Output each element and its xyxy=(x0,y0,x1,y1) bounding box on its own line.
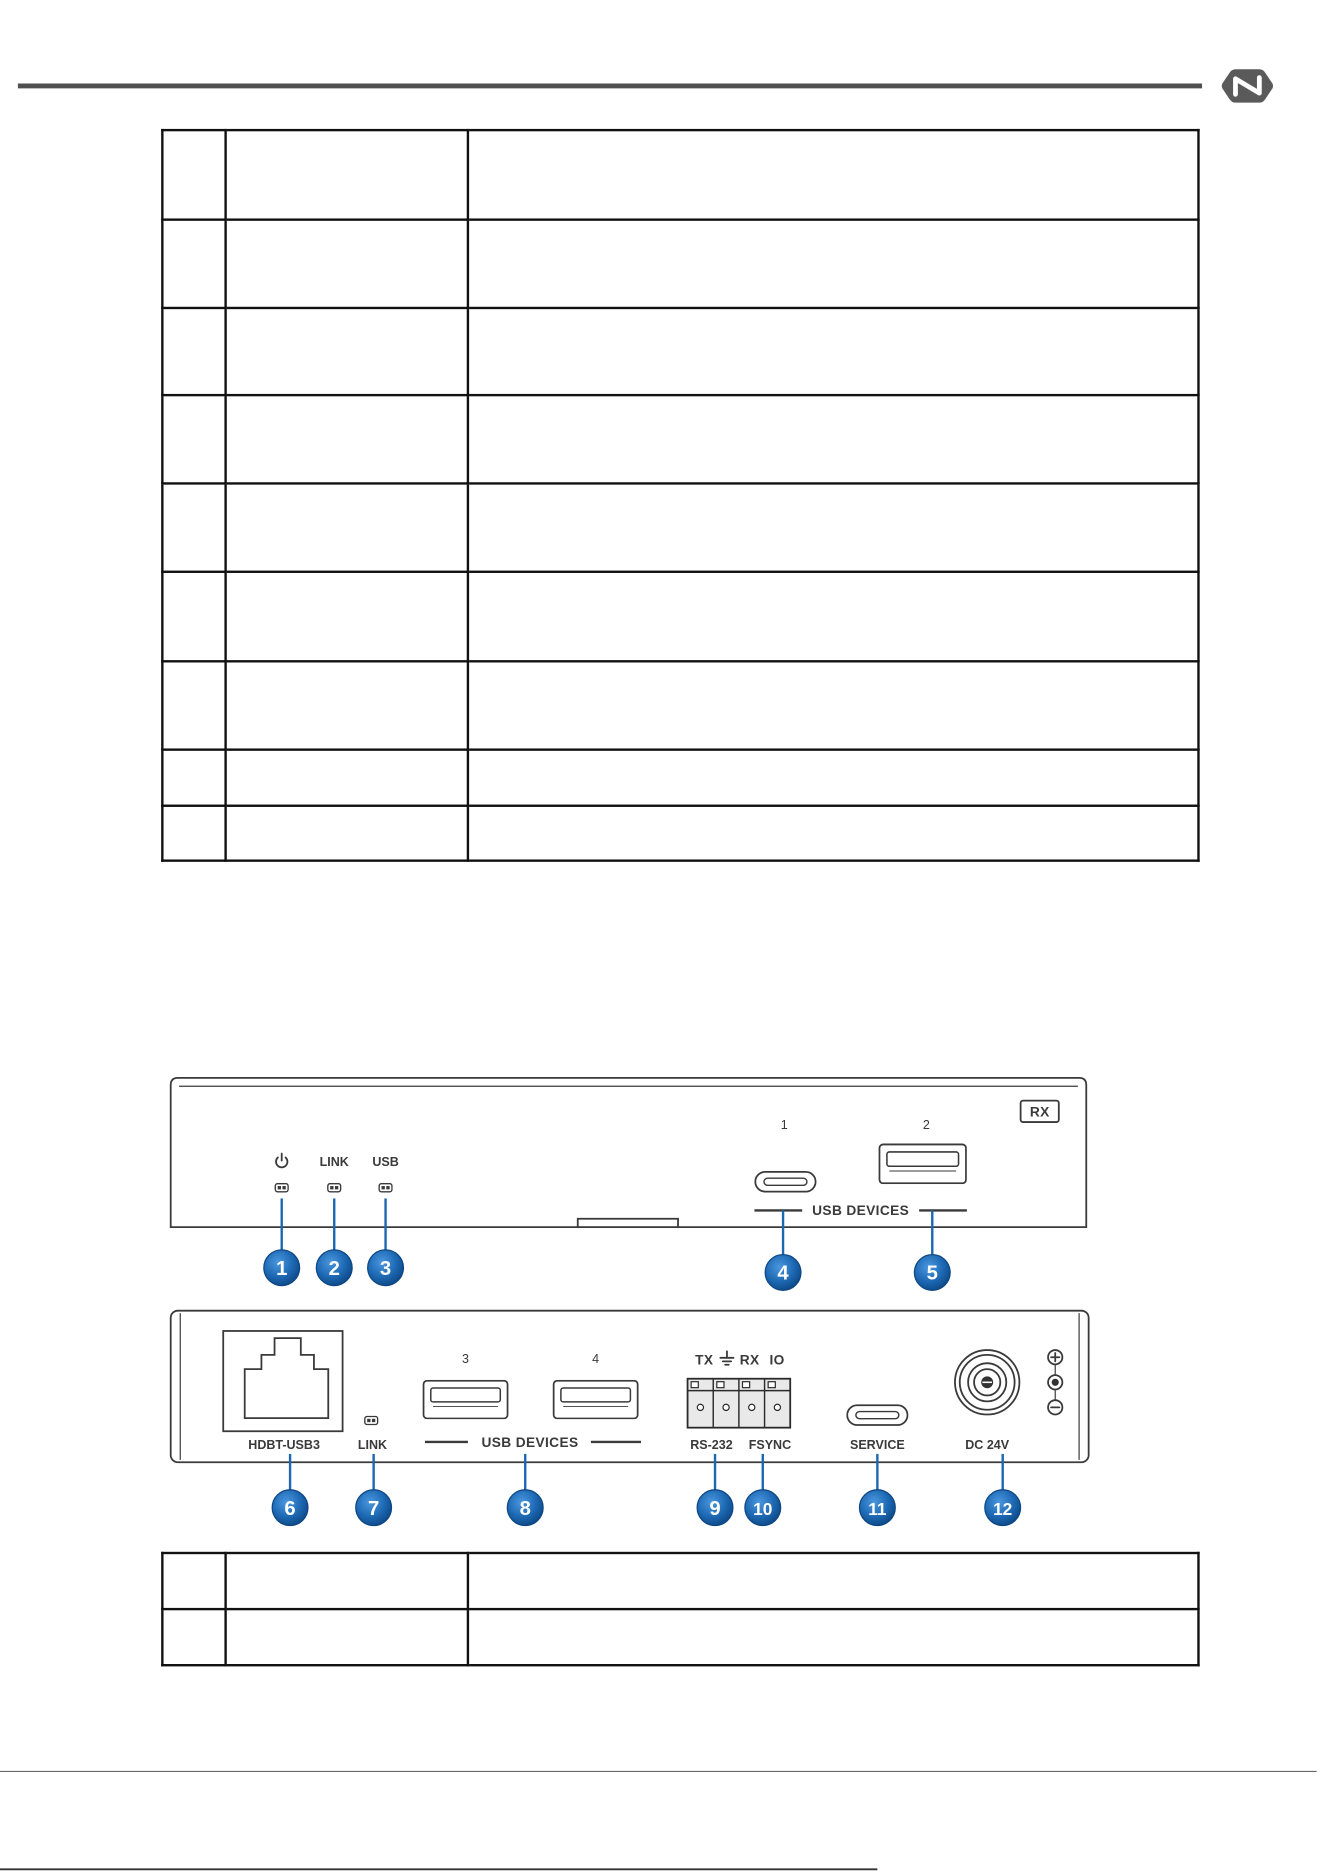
table-cell xyxy=(468,483,1199,571)
callout-number: 4 xyxy=(777,1262,789,1285)
usb-c-port-icon xyxy=(755,1172,815,1192)
service-port-label: SERVICE xyxy=(849,1438,905,1453)
table-cell xyxy=(226,1553,468,1609)
usb-led-label: USB xyxy=(372,1155,399,1170)
rs232-label: RS-232 xyxy=(690,1438,733,1453)
callout-11 xyxy=(859,1454,895,1526)
table-row xyxy=(162,1609,1198,1665)
table-cell xyxy=(162,395,225,483)
link-led-label: LINK xyxy=(319,1155,349,1170)
table-cell xyxy=(162,1609,225,1665)
table-cell xyxy=(162,483,225,571)
table-row xyxy=(162,308,1198,395)
callout-number: 9 xyxy=(709,1497,721,1520)
front-panel xyxy=(171,1078,1087,1227)
io-pin-label: IO xyxy=(769,1352,785,1368)
brand-logo-icon xyxy=(1222,69,1273,102)
callout-number: 3 xyxy=(379,1257,392,1280)
usb-port-4-label: 4 xyxy=(592,1352,600,1367)
callout-number: 12 xyxy=(993,1498,1013,1519)
link-led-icon xyxy=(328,1184,341,1192)
table-cell xyxy=(226,308,468,395)
table-cell xyxy=(226,572,468,662)
table-cell xyxy=(226,661,468,749)
table-cell xyxy=(226,395,468,483)
callout-number: 10 xyxy=(753,1498,773,1519)
table-cell xyxy=(226,220,468,308)
callout-number: 11 xyxy=(868,1498,887,1519)
table-cell xyxy=(226,130,468,220)
callout-number: 1 xyxy=(276,1257,288,1280)
table-cell xyxy=(162,130,225,220)
callout-12 xyxy=(985,1454,1021,1526)
usb-port-1-label: 1 xyxy=(780,1118,788,1133)
usb-devices-label: USB DEVICES xyxy=(812,1203,910,1219)
usb-led-icon xyxy=(379,1184,392,1192)
callout-number: 6 xyxy=(284,1497,296,1520)
hdbt-port-label: HDBT-USB3 xyxy=(248,1438,320,1453)
table-cell xyxy=(226,806,468,861)
usb-a-port-icon xyxy=(554,1381,638,1419)
table-cell xyxy=(162,661,225,749)
table-cell xyxy=(468,395,1199,483)
center-pin-icon xyxy=(1048,1375,1062,1389)
callout-number: 2 xyxy=(328,1257,340,1280)
page-header xyxy=(18,69,1273,102)
callout-number: 7 xyxy=(367,1497,380,1520)
usb-a-port-icon xyxy=(424,1381,508,1419)
table-row xyxy=(162,130,1198,220)
table-row xyxy=(162,572,1198,662)
unit-badge: RX xyxy=(1029,1104,1050,1120)
rx-pin-label: RX xyxy=(739,1352,760,1368)
front-panel-slot xyxy=(578,1219,678,1227)
table-row xyxy=(162,750,1198,806)
plus-circle-icon xyxy=(1048,1350,1062,1364)
rear-panel xyxy=(171,1311,1089,1463)
callout-8 xyxy=(507,1454,543,1526)
fsync-label: FSYNC xyxy=(748,1438,792,1453)
table-cell xyxy=(468,1609,1199,1665)
table-cell xyxy=(468,130,1199,220)
rj45-port-icon xyxy=(223,1331,342,1431)
table-cell xyxy=(162,750,225,806)
table-row xyxy=(162,1553,1198,1609)
table-cell xyxy=(162,308,225,395)
link-led-label: LINK xyxy=(357,1438,388,1453)
table-cell xyxy=(162,572,225,662)
callout-10 xyxy=(745,1454,781,1526)
table-cell xyxy=(162,1553,225,1609)
usb-port-3-label: 3 xyxy=(462,1352,470,1367)
tx-pin-label: TX xyxy=(695,1352,714,1368)
table-cell xyxy=(226,1609,468,1665)
table-row xyxy=(162,220,1198,308)
table-cell xyxy=(468,1553,1199,1609)
callout-number: 5 xyxy=(926,1262,938,1285)
table-cell xyxy=(468,806,1199,861)
table-row xyxy=(162,806,1198,861)
link-led-icon xyxy=(365,1416,378,1424)
table-cell xyxy=(468,572,1199,662)
usb-port-2-label: 2 xyxy=(922,1118,930,1133)
terminal-block-icon xyxy=(688,1379,791,1428)
table-cell xyxy=(162,220,225,308)
callout-number: 8 xyxy=(519,1497,531,1520)
table-row xyxy=(162,483,1198,571)
table-cell xyxy=(468,220,1199,308)
table-cell xyxy=(226,750,468,806)
dc-power-label: DC 24V xyxy=(965,1438,1010,1453)
callout-6 xyxy=(272,1454,308,1526)
table-cell xyxy=(468,750,1199,806)
usb-a-port-icon xyxy=(879,1144,966,1183)
table-row xyxy=(162,661,1198,749)
usb-devices-label: USB DEVICES xyxy=(481,1434,579,1450)
description-table-bottom xyxy=(161,1552,1200,1667)
table-row xyxy=(162,395,1198,483)
description-table-top xyxy=(161,129,1200,862)
table-cell xyxy=(468,661,1199,749)
table-cell xyxy=(162,806,225,861)
usb-c-service-port-icon xyxy=(847,1405,907,1425)
callout-9 xyxy=(697,1454,733,1526)
callout-7 xyxy=(356,1454,392,1526)
power-led-icon xyxy=(275,1184,288,1192)
table-cell xyxy=(468,308,1199,395)
dc-power-jack-icon xyxy=(955,1350,1019,1414)
table-cell xyxy=(226,483,468,571)
